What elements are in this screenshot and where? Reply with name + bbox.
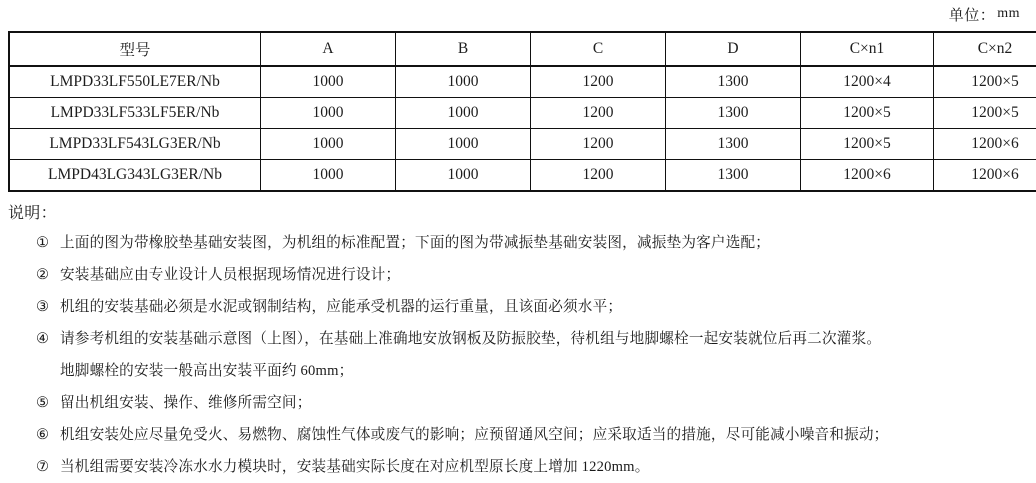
cell-b: 1000 — [396, 98, 531, 129]
unit-label: 单位： — [949, 4, 996, 25]
note-marker: ① — [36, 227, 60, 259]
note-text: 请参考机组的安装基础示意图（上图），在基础上准确地安放钢板及防振胶垫，待机组与地脚螺栓一起安装就位后再二次灌浆。 — [60, 323, 1028, 355]
notes-title: 说明： — [8, 200, 1028, 223]
cell-cn1: 1200×6 — [801, 160, 934, 192]
cell-c: 1200 — [531, 66, 666, 98]
cell-d: 1300 — [666, 98, 801, 129]
note-marker: ③ — [36, 291, 60, 323]
header-b: B — [396, 32, 531, 66]
unit-line — [0, 0, 1020, 28]
cell-d: 1300 — [666, 66, 801, 98]
cell-cn1: 1200×5 — [801, 98, 934, 129]
note-marker: ⑤ — [36, 387, 60, 419]
note-item-6 — [8, 419, 1028, 451]
header-a: A — [261, 32, 396, 66]
header-c: C — [531, 32, 666, 66]
table-row — [9, 160, 1036, 192]
note-text: 上面的图为带橡胶垫基础安装图，为机组的标准配置；下面的图为带减振垫基础安装图，减振垫为客户选配； — [60, 227, 1028, 259]
note-item-4-continuation — [8, 355, 1028, 387]
cell-cn1: 1200×5 — [801, 129, 934, 160]
cell-cn2: 1200×6 — [934, 129, 1036, 160]
note-item-1 — [8, 227, 1028, 259]
cell-cn2: 1200×5 — [934, 66, 1036, 98]
table-row — [9, 98, 1036, 129]
note-item-7 — [8, 451, 1028, 483]
table-row — [9, 66, 1036, 98]
table-row — [9, 129, 1036, 160]
spec-table-body — [9, 66, 1036, 191]
cell-d: 1300 — [666, 129, 801, 160]
cell-model: LMPD33LF550LE7ER/Nb — [9, 66, 261, 98]
cell-b: 1000 — [396, 66, 531, 98]
note-text: 机组的安装基础必须是水泥或钢制结构，应能承受机器的运行重量，且该面必须水平； — [60, 291, 1028, 323]
cell-model: LMPD33LF533LF5ER/Nb — [9, 98, 261, 129]
note-item-2 — [8, 259, 1028, 291]
cell-c: 1200 — [531, 129, 666, 160]
note-marker: ⑥ — [36, 419, 60, 451]
spec-table-head — [9, 32, 1036, 66]
unit-value: mm — [997, 6, 1020, 22]
spec-table-container — [8, 31, 1020, 192]
cell-b: 1000 — [396, 129, 531, 160]
note-item-3 — [8, 291, 1028, 323]
table-header-row — [9, 32, 1036, 66]
header-d: D — [666, 32, 801, 66]
note-text: 留出机组安装、操作、维修所需空间； — [60, 387, 1028, 419]
cell-c: 1200 — [531, 98, 666, 129]
cell-model: LMPD43LG343LG3ER/Nb — [9, 160, 261, 192]
header-model: 型号 — [9, 32, 261, 66]
note-text: 机组安装处应尽量免受火、易燃物、腐蚀性气体或废气的影响；应预留通风空间；应采取适当的措施，尽可能减小噪音和振动； — [60, 419, 1028, 451]
cell-cn2: 1200×5 — [934, 98, 1036, 129]
cell-c: 1200 — [531, 160, 666, 192]
cell-d: 1300 — [666, 160, 801, 192]
note-text: 安装基础应由专业设计人员根据现场情况进行设计； — [60, 259, 1028, 291]
cell-cn1: 1200×4 — [801, 66, 934, 98]
header-cn1: C×n1 — [801, 32, 934, 66]
cell-a: 1000 — [261, 160, 396, 192]
cell-a: 1000 — [261, 66, 396, 98]
note-marker: ② — [36, 259, 60, 291]
header-cn2: C×n2 — [934, 32, 1036, 66]
cell-a: 1000 — [261, 129, 396, 160]
cell-model: LMPD33LF543LG3ER/Nb — [9, 129, 261, 160]
note-item-5 — [8, 387, 1028, 419]
note-item-4 — [8, 323, 1028, 355]
cell-b: 1000 — [396, 160, 531, 192]
note-text: 当机组需要安装冷冻水水力模块时，安装基础实际长度在对应机型原长度上增加 1220mm。 — [60, 451, 1028, 483]
cell-a: 1000 — [261, 98, 396, 129]
spec-table — [8, 31, 1036, 192]
note-marker: ⑦ — [36, 451, 60, 483]
note-text: 地脚螺栓的安装一般高出安装平面约 60mm； — [60, 355, 1028, 387]
cell-cn2: 1200×6 — [934, 160, 1036, 192]
notes-section — [8, 200, 1028, 483]
note-marker: ④ — [36, 323, 60, 355]
